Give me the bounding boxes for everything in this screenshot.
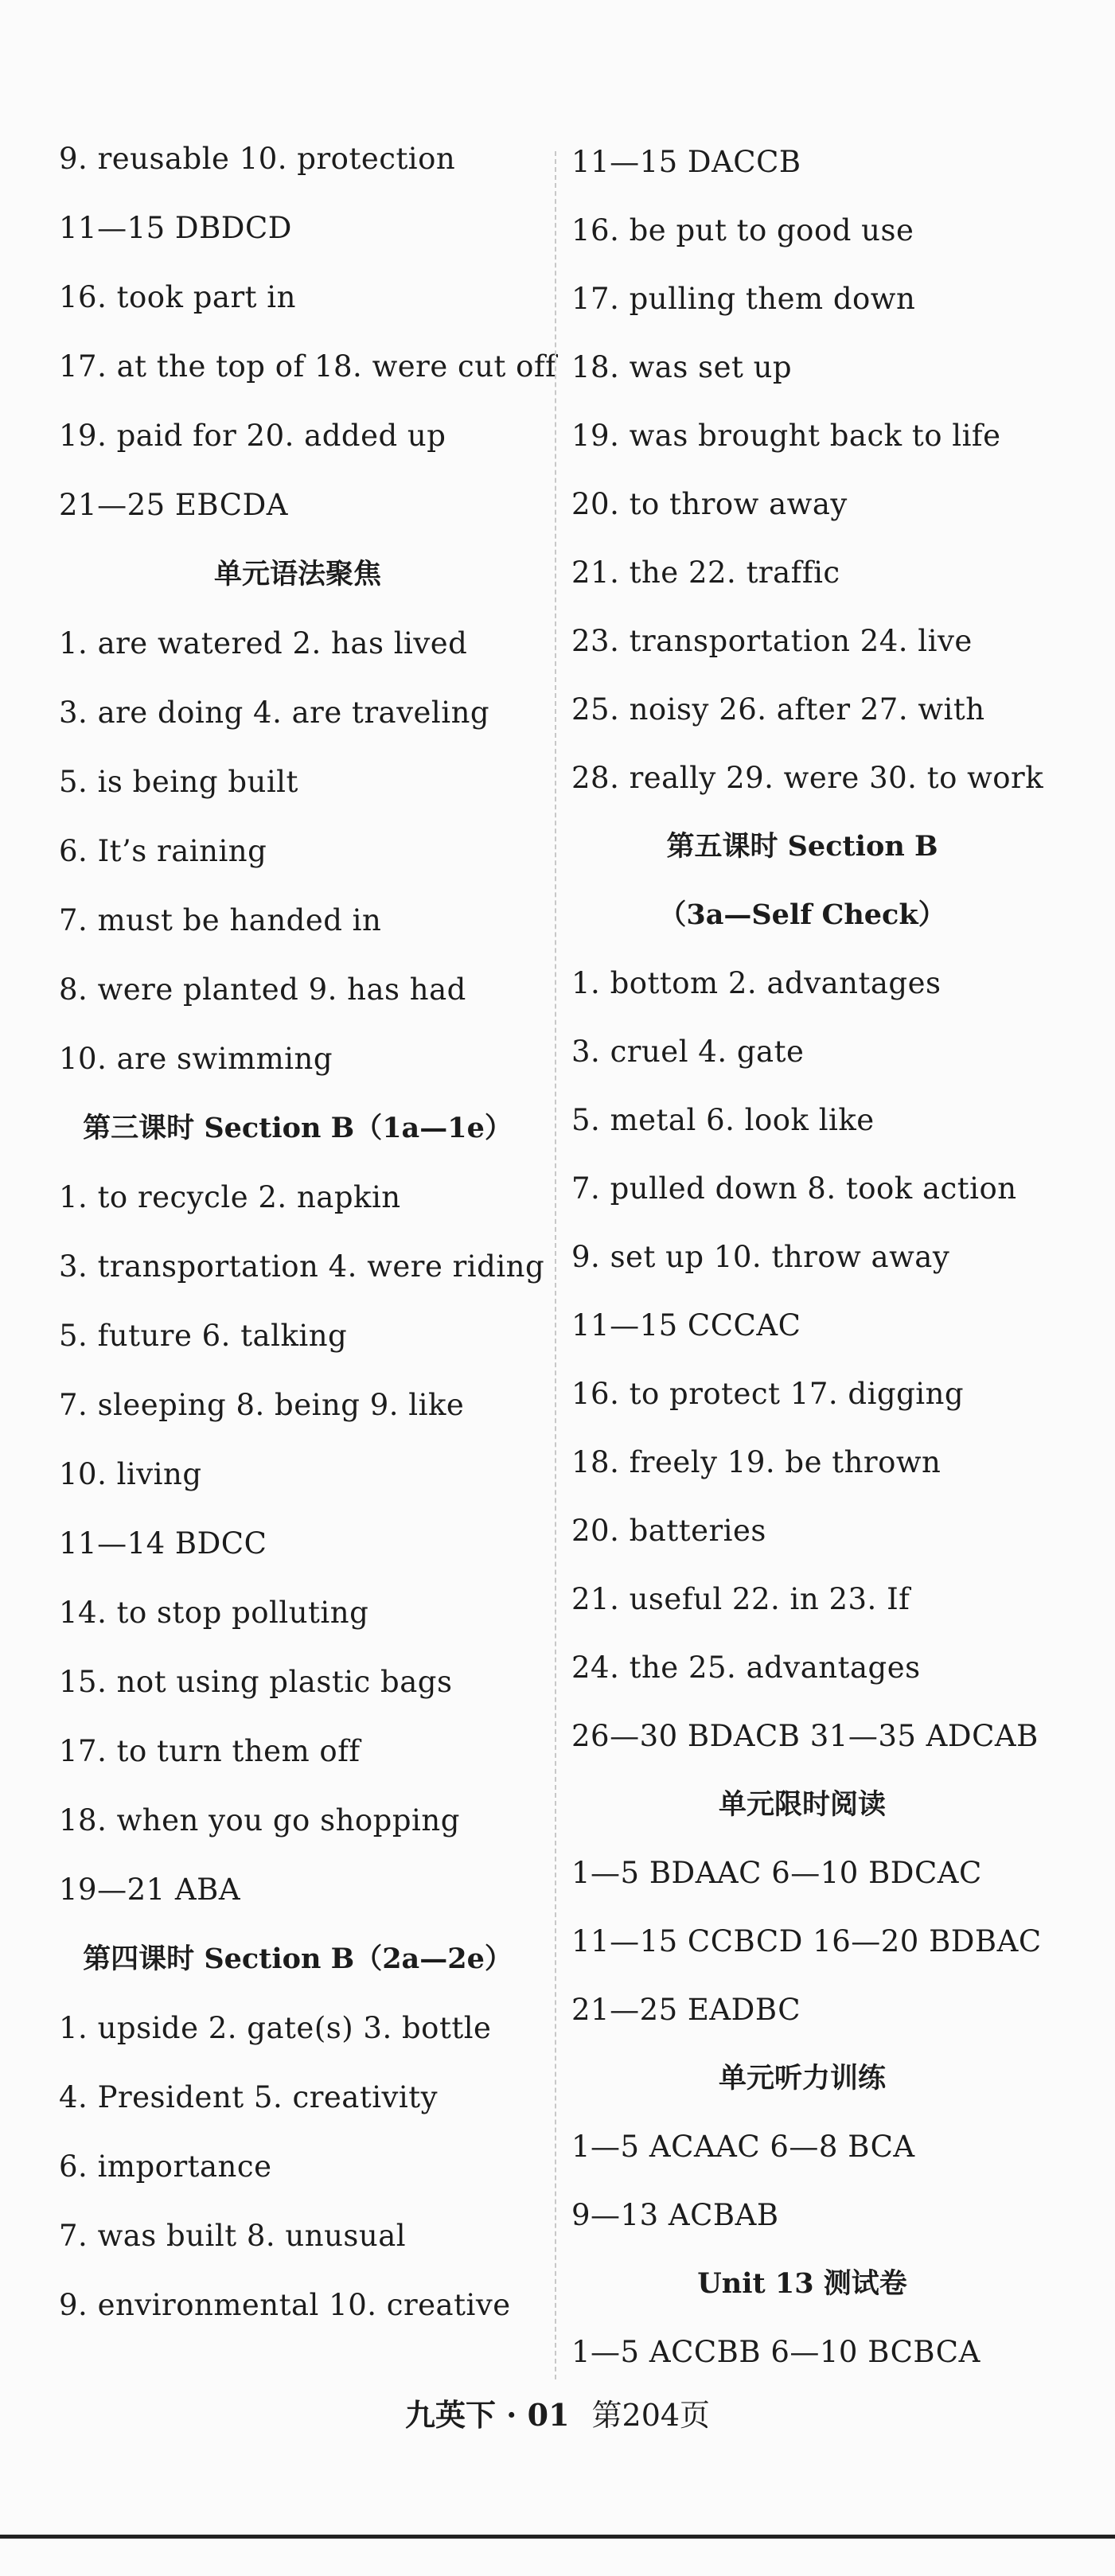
book-label: 九英下 · 01 bbox=[404, 2397, 570, 2433]
answer-line: 5. future 6. talking bbox=[59, 1319, 348, 1353]
answer-line: 18. freely 19. be thrown bbox=[571, 1445, 942, 1479]
section-heading-listening: 单元听力训练 bbox=[718, 2062, 886, 2095]
answer-line: 3. cruel 4. gate bbox=[571, 1035, 805, 1069]
answer-line: 11—15 DBDCD bbox=[59, 211, 292, 245]
answer-line: 18. when you go shopping bbox=[59, 1803, 460, 1837]
answer-line: 1. upside 2. gate(s) 3. bottle bbox=[59, 2011, 492, 2045]
section-heading-grammar: 单元语法聚焦 bbox=[213, 558, 381, 590]
answer-line: 9. reusable 10. protection bbox=[59, 142, 456, 176]
answer-line: 19. was brought back to life bbox=[571, 419, 1001, 453]
answer-line: 21. the 22. traffic bbox=[571, 555, 840, 590]
answer-line: 7. sleeping 8. being 9. like bbox=[59, 1388, 465, 1422]
answer-line: 21—25 EADBC bbox=[571, 1993, 801, 2027]
answer-line: 16. took part in bbox=[59, 280, 296, 314]
answer-line: 16. be put to good use bbox=[571, 213, 914, 247]
answer-line: 14. to stop polluting bbox=[59, 1596, 369, 1630]
answer-line: 11—14 BDCC bbox=[59, 1526, 267, 1561]
answer-line: 21. useful 22. in 23. If bbox=[571, 1582, 910, 1616]
answer-line: 19—21 ABA bbox=[59, 1873, 241, 1907]
answer-line: 25. noisy 26. after 27. with bbox=[571, 692, 985, 727]
section-subheading-lesson5: （3a—Self Check） bbox=[658, 898, 946, 931]
answer-line: 11—15 CCBCD 16—20 BDBAC bbox=[571, 1924, 1042, 1958]
answer-line: 11—15 CCCAC bbox=[571, 1308, 801, 1343]
section-heading-lesson3: 第三课时 Section B（1a—1e） bbox=[83, 1112, 513, 1144]
answer-line: 1—5 BDAAC 6—10 BDCAC bbox=[571, 1856, 982, 1890]
answer-line: 11—15 DACCB bbox=[571, 145, 801, 179]
answer-line: 4. President 5. creativity bbox=[59, 2080, 439, 2114]
answer-line: 6. It’s raining bbox=[59, 834, 267, 868]
answer-line: 9. environmental 10. creative bbox=[59, 2288, 511, 2322]
answer-line: 28. really 29. were 30. to work bbox=[571, 761, 1044, 795]
answer-line: 1. are watered 2. has lived bbox=[59, 626, 468, 661]
answer-line: 26—30 BDACB 31—35 ADCAB bbox=[571, 1719, 1039, 1753]
answer-line: 16. to protect 17. digging bbox=[571, 1377, 965, 1411]
answer-line: 7. must be handed in bbox=[59, 903, 382, 937]
answer-line: 7. was built 8. unusual bbox=[59, 2219, 407, 2253]
section-heading-lesson4: 第四课时 Section B（2a—2e） bbox=[83, 1943, 513, 1975]
answer-line: 3. are doing 4. are traveling bbox=[59, 696, 490, 730]
section-heading-lesson5: 第五课时 Section B bbox=[666, 830, 938, 863]
answer-line: 1. bottom 2. advantages bbox=[571, 966, 942, 1000]
answer-line: 17. to turn them off bbox=[59, 1734, 361, 1768]
answer-line: 17. at the top of 18. were cut off bbox=[59, 349, 557, 384]
answer-line: 9—13 ACBAB bbox=[571, 2198, 779, 2232]
answer-line: 24. the 25. advantages bbox=[571, 1650, 921, 1685]
answer-line: 7. pulled down 8. took action bbox=[571, 1171, 1017, 1206]
answer-line: 8. were planted 9. has had bbox=[59, 972, 466, 1007]
answer-line: 10. are swimming bbox=[59, 1042, 333, 1076]
answer-line: 18. was set up bbox=[571, 350, 793, 384]
answer-line: 21—25 EBCDA bbox=[59, 488, 289, 522]
answer-line: 1—5 ACCBB 6—10 BCBCA bbox=[571, 2335, 980, 2369]
answer-line: 17. pulling them down bbox=[571, 282, 916, 316]
answer-line: 15. not using plastic bags bbox=[59, 1665, 453, 1699]
page-number: 第204页 bbox=[591, 2398, 711, 2433]
answer-line: 1. to recycle 2. napkin bbox=[59, 1180, 401, 1214]
answer-line: 20. batteries bbox=[571, 1514, 766, 1548]
answer-line: 9. set up 10. throw away bbox=[571, 1240, 950, 1274]
section-heading-reading: 单元限时阅读 bbox=[718, 1788, 886, 1821]
answer-line: 20. to throw away bbox=[571, 487, 848, 521]
answer-line: 1—5 ACAAC 6—8 BCA bbox=[571, 2130, 915, 2164]
answer-line: 5. is being built bbox=[59, 765, 298, 799]
section-heading-test: Unit 13 测试卷 bbox=[697, 2267, 907, 2300]
answer-line: 6. importance bbox=[59, 2149, 272, 2184]
answer-line: 19. paid for 20. added up bbox=[59, 419, 446, 453]
answer-line: 23. transportation 24. live bbox=[571, 624, 973, 658]
answer-line: 3. transportation 4. were riding bbox=[59, 1249, 545, 1284]
bottom-rule bbox=[0, 2535, 1115, 2539]
column-divider bbox=[555, 151, 556, 2379]
page-footer bbox=[0, 2395, 1115, 2435]
answer-line: 5. metal 6. look like bbox=[571, 1103, 875, 1137]
answer-line: 10. living bbox=[59, 1457, 202, 1491]
